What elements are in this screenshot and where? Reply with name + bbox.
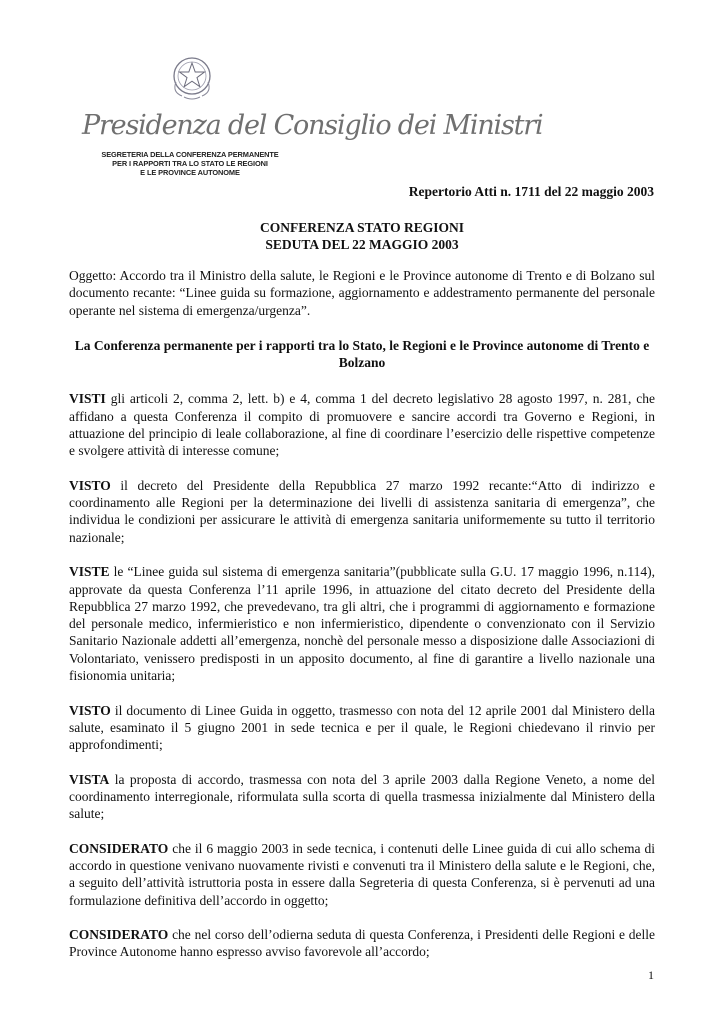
intro-heading: La Conferenza permanente per i rapporti tra lo Stato, le Regioni e le Province autonome di Trento e Bolzano: [74, 337, 650, 371]
paragraph-keyword: VISTA: [69, 771, 110, 787]
logo-text: Presidenza del Consiglio dei Ministri: [82, 110, 543, 141]
page-number: 1: [648, 968, 654, 982]
paragraph-keyword: VISTE: [69, 564, 110, 580]
paragraph: [69, 702, 655, 754]
paragraph-text: che nel corso dell’odierna seduta di questa Conferenza, i Presidenti delle Regioni e delle Province Autonome hanno espresso avviso favorevole all’accordo;: [69, 927, 655, 960]
paragraph-text: la proposta di accordo, trasmessa con nota del 3 aprile 2003 dalla Regione Veneto, a nome del coordinamento interregionale, riformulata sulla scorta di quella trasmessa inizialmente dal Ministero della salute;: [69, 771, 655, 822]
paragraph-text: il decreto del Presidente della Repubblica 27 marzo 1992 recante:“Atto di indirizzo e coordinamento alle Regioni per la determinazione dei livelli di assistenza sanitaria di emergenza”, che individua le condizioni per assicurare le attività di emergenza sanitaria uniformemente su tutto il territorio nazionale;: [69, 477, 655, 545]
title-line: CONFERENZA STATO REGIONI: [259, 220, 465, 235]
paragraph-keyword: VISTO: [69, 477, 111, 493]
secretariat-heading: [90, 150, 290, 177]
secretariat-line: E LE PROVINCE AUTONOME: [140, 168, 240, 177]
document-body: [69, 267, 655, 978]
title-line: SEDUTA DEL 22 MAGGIO 2003: [265, 237, 459, 252]
paragraph-keyword: CONSIDERATO: [69, 927, 169, 943]
paragraph-text: che il 6 maggio 2003 in sede tecnica, i contenuti delle Linee guida di cui allo schema di accordo in questione venivano nuovamente rivisti e convenuti tra il Ministero della salute e le Regioni, che, a seguito dell’attività istruttoria posta in essere dalla Segreteria di questa Conferenza, si è pervenuti ad una formulazione definitiva dell’accordo in oggetto;: [69, 840, 655, 908]
paragraph-keyword: VISTI: [69, 391, 106, 407]
paragraph-text: il documento di Linee Guida in oggetto, trasmesso con nota del 12 aprile 2001 dal Ministero della salute, esaminato il 5 giugno 2001 in sede tecnica e per il quale, le Regioni chiedevano il rinvio per approfondimenti;: [69, 702, 655, 753]
paragraph: [69, 840, 655, 909]
paragraph-text: gli articoli 2, comma 2, lett. b) e 4, comma 1 del decreto legislativo 28 agosto 1997, n. 281, che affidano a questa Conferenza il compito di promuovere e sancire accordi tra Governo e Regioni, in attuazione del principio di leale collaborazione, al fine di coordinare l’esercizio delle rispettive competenze e svolgere attività di interesse comune;: [69, 391, 655, 459]
paragraph-keyword: VISTO: [69, 702, 111, 718]
italian-republic-emblem-icon: [170, 52, 214, 102]
document-title: [0, 219, 724, 253]
paragraph: [69, 390, 655, 459]
paragraph: [69, 477, 655, 546]
paragraph: [69, 926, 655, 961]
secretariat-line: SEGRETERIA DELLA CONFERENZA PERMANENTE: [101, 150, 279, 159]
paragraph-text: le “Linee guida sul sistema di emergenza sanitaria”(pubblicate sulla G.U. 17 maggio 1996, n.114), approvate da questa Conferenza l’11 aprile 1996, in attuazione del citato decreto del Presidente della Repubblica 27 marzo 1992, che prevedevano, tra gli altri, che i programmi di aggiornamento e formazione del personale medico, infermieristico e non infermieristico, dipendente o convenzionato con il Servizio Sanitario Nazionale addetti all’emergenza, nonchè del personale messo a disposizione dalle Associazioni di Volontariato, venissero predisposti in un apposito documento, al fine di garantire a livello nazionale una fisionomia unitaria;: [69, 564, 655, 684]
paragraph: [69, 563, 655, 684]
oggetto-paragraph: Oggetto: Accordo tra il Ministro della salute, le Regioni e le Province autonome di Trento e di Bolzano sul documento recante: “Linee guida su formazione, aggiornamento e addestramento permanente del personale operante nel sistema di emergenza/urgenza”.: [69, 268, 655, 318]
repertorio-reference: Repertorio Atti n. 1711 del 22 maggio 2003: [408, 184, 654, 199]
secretariat-line: PER I RAPPORTI TRA LO STATO LE REGIONI: [112, 159, 268, 168]
paragraph-keyword: CONSIDERATO: [69, 840, 169, 856]
paragraph: [69, 771, 655, 823]
